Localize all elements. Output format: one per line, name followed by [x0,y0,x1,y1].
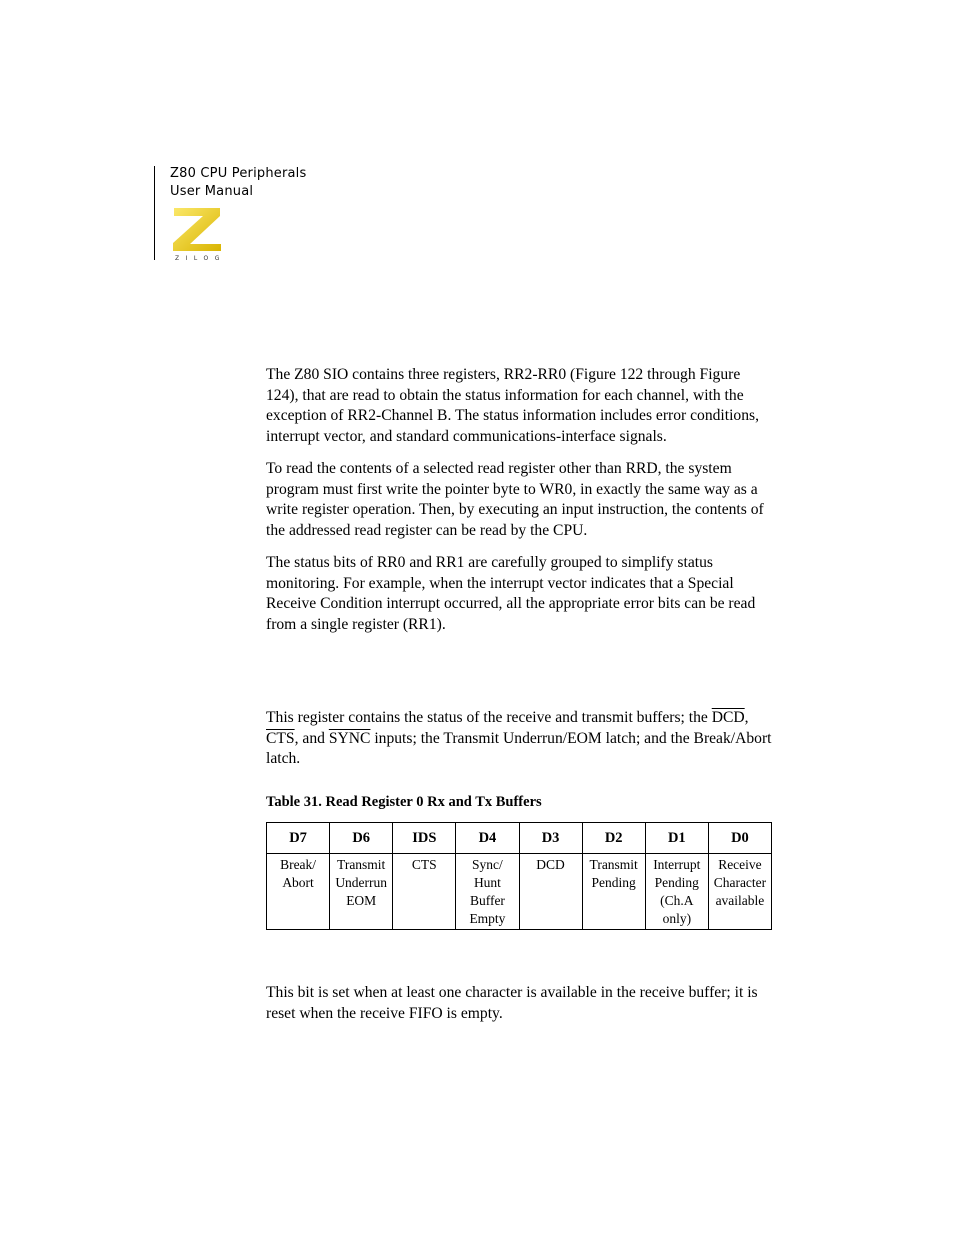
cell-d4 [456,854,519,930]
intro-section [266,365,776,635]
cell-line: only) [662,911,692,926]
cell-d7 [267,854,330,930]
header-cell-d1: D1 [645,823,708,854]
register-table [266,822,772,930]
cell-line: Underrun [335,875,388,890]
cell-d0 [708,854,771,930]
cell-line: Transmit [337,857,386,872]
rr0-sep-1: , [744,709,749,726]
d0-description: This bit is set when at least one character is available in the receive buffer; it is reset when the receive FIFO is empty. [266,984,758,1022]
table-header-row [267,823,772,854]
manual-subtitle: User Manual [170,184,254,199]
sync-signal: SYNC [328,729,371,747]
header-cell-d4: D4 [456,823,519,854]
cell-d1 [645,854,708,930]
rr0-text-a: This register contains the status of the receive and transmit buffers; the [266,709,712,726]
cell-line: Hunt [473,875,501,890]
cell-line: Empty [469,911,506,926]
table-row [267,854,772,930]
cell-line: Interrupt [653,857,701,872]
rr0-sep-2: , and [294,729,329,747]
zilog-logo-z-mark [173,208,221,251]
cell-line: Break/ [280,857,317,872]
cell-line: (Ch.A [660,893,694,908]
rr0-description [266,708,776,770]
rr0-text-b: inputs; the Transmit Underrun/EOM latch; and the Break/Abort latch. [266,729,772,767]
cell-line: DCD [536,857,565,872]
cell-line: Pending [591,875,636,890]
header-cell-d6: D6 [330,823,393,854]
cell-line: available [715,893,765,908]
header-cell-d3: D3 [519,823,582,854]
cell-d6 [330,854,393,930]
cell-line: Transmit [589,857,638,872]
cell-line: Sync/ [472,857,503,872]
intro-paragraph-2: To read the contents of a selected read register other than RRD, the system program must first write the pointer byte to WR0, in exactly the same way as a write register operation. Then, by executing an input instruction, the contents of the addressed read register can be read by the CPU. [266,460,764,539]
cts-signal: $\overline{CTS}$ [266,729,295,747]
intro-paragraph-3: The status bits of RR0 and RR1 are carefully grouped to simplify status monitoring. For example, when the interrupt vector indicates that a Special Receive Condition interrupt occurred, all the appropriate error bits can be read from a single register (RR1). [266,554,756,633]
header-cell-ids: IDS [393,823,456,854]
cell-ids [393,854,456,930]
header-cell-d7: D7 [267,823,330,854]
cell-line: CTS [411,857,437,872]
cell-line: Abort [282,875,314,890]
dcd-signal: $\overline{DCD}$ [711,709,745,726]
cell-line: Character [713,875,767,890]
cell-line: Receive [718,857,762,872]
header-cell-d0: D0 [708,823,771,854]
cell-line: Buffer [469,893,505,908]
table-caption: Table 31. Read Register 0 Rx and Tx Buffers [266,794,542,810]
cell-d2 [582,854,645,930]
cell-line: Pending [654,875,699,890]
zilog-logo-subtext: ZILOG [175,255,226,261]
manual-title: Z80 CPU Peripherals [170,166,307,181]
intro-paragraph-1: The Z80 SIO contains three registers, RR2-RR0 (Figure 122 through Figure 124), that are read to obtain the status information for each channel, with the exception of RR2-Channel B. The status information includes error conditions, interrupt vector, and standard communications-interface signals. [266,366,759,445]
cell-d3 [519,854,582,930]
header-cell-d2: D2 [582,823,645,854]
zilog-logo [170,205,226,261]
header-vertical-rule [154,166,155,260]
cell-line: EOM [346,893,377,908]
